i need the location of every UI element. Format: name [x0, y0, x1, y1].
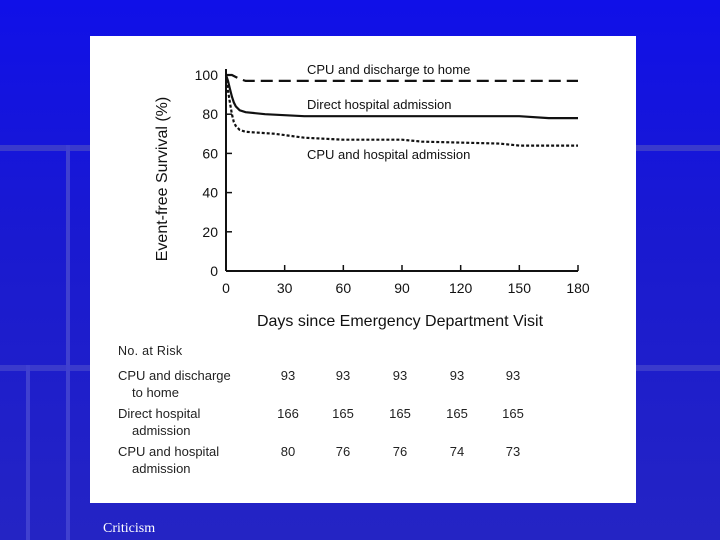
risk-value-cell: 93: [392, 368, 408, 383]
risk-value-cell: 165: [446, 406, 468, 421]
chart-series-labels: [307, 62, 470, 162]
risk-table-heading: No. at Risk: [118, 344, 183, 358]
risk-value-cell: 76: [392, 444, 408, 459]
risk-table-row: [118, 405, 618, 443]
risk-value-cell: 93: [280, 368, 296, 383]
risk-row-label-line2: admission: [132, 423, 191, 438]
series-label-2: Direct hospital admission: [307, 97, 452, 112]
y-tick-label: 60: [202, 145, 218, 162]
number-at-risk-table: [118, 343, 618, 481]
y-tick-label: 40: [202, 184, 218, 201]
risk-row-label-line1: Direct hospital: [118, 406, 201, 421]
risk-table-row: [118, 443, 618, 481]
risk-table-row: [118, 367, 618, 405]
risk-value-cell: 73: [505, 444, 521, 459]
survival-chart: [90, 36, 636, 336]
x-tick-label: 180: [566, 280, 590, 296]
risk-row-label-line1: CPU and hospital: [118, 444, 220, 459]
series-label-1: CPU and discharge to home: [307, 62, 471, 77]
risk-row-label: [118, 405, 268, 439]
risk-value-cell: 74: [449, 444, 465, 459]
x-tick-label: 60: [335, 280, 352, 296]
slide-caption: Criticism: [103, 521, 156, 536]
risk-value-cell: 165: [502, 406, 524, 421]
risk-value-cell: 93: [449, 368, 465, 383]
risk-value-cell: 165: [332, 406, 354, 421]
risk-value-cell: 80: [280, 444, 296, 459]
risk-value-cell: 93: [335, 368, 351, 383]
x-tick-label: 150: [507, 280, 532, 296]
risk-row-label: [118, 367, 268, 401]
y-tick-label: 0: [210, 263, 218, 279]
risk-value-cell: 93: [505, 368, 521, 383]
risk-value-cell: 165: [389, 406, 411, 421]
risk-row-label-line2: admission: [132, 461, 191, 476]
risk-value-cell: 76: [335, 444, 351, 459]
risk-row-label-line1: CPU and discharge: [118, 368, 231, 383]
x-tick-label: 90: [394, 280, 410, 296]
risk-value-cell: 166: [277, 406, 299, 421]
decorative-vertical-line: [66, 145, 70, 540]
series-label-3: CPU and hospital admission: [307, 147, 471, 162]
y-tick-label: 20: [202, 223, 218, 240]
x-tick-label: 30: [276, 280, 293, 296]
figure-panel: [90, 36, 636, 503]
y-axis-label: Event-free Survival (%): [154, 96, 171, 262]
y-tick-label: 100: [194, 67, 218, 83]
x-tick-label: 120: [448, 280, 473, 296]
decorative-vertical-line: [26, 365, 30, 540]
x-tick-label: 0: [222, 280, 230, 296]
risk-row-label: [118, 443, 268, 477]
y-tick-label: 80: [202, 106, 218, 123]
risk-row-label-line2: to home: [132, 385, 179, 400]
x-axis-label: Days since Emergency Department Visit: [256, 313, 544, 330]
